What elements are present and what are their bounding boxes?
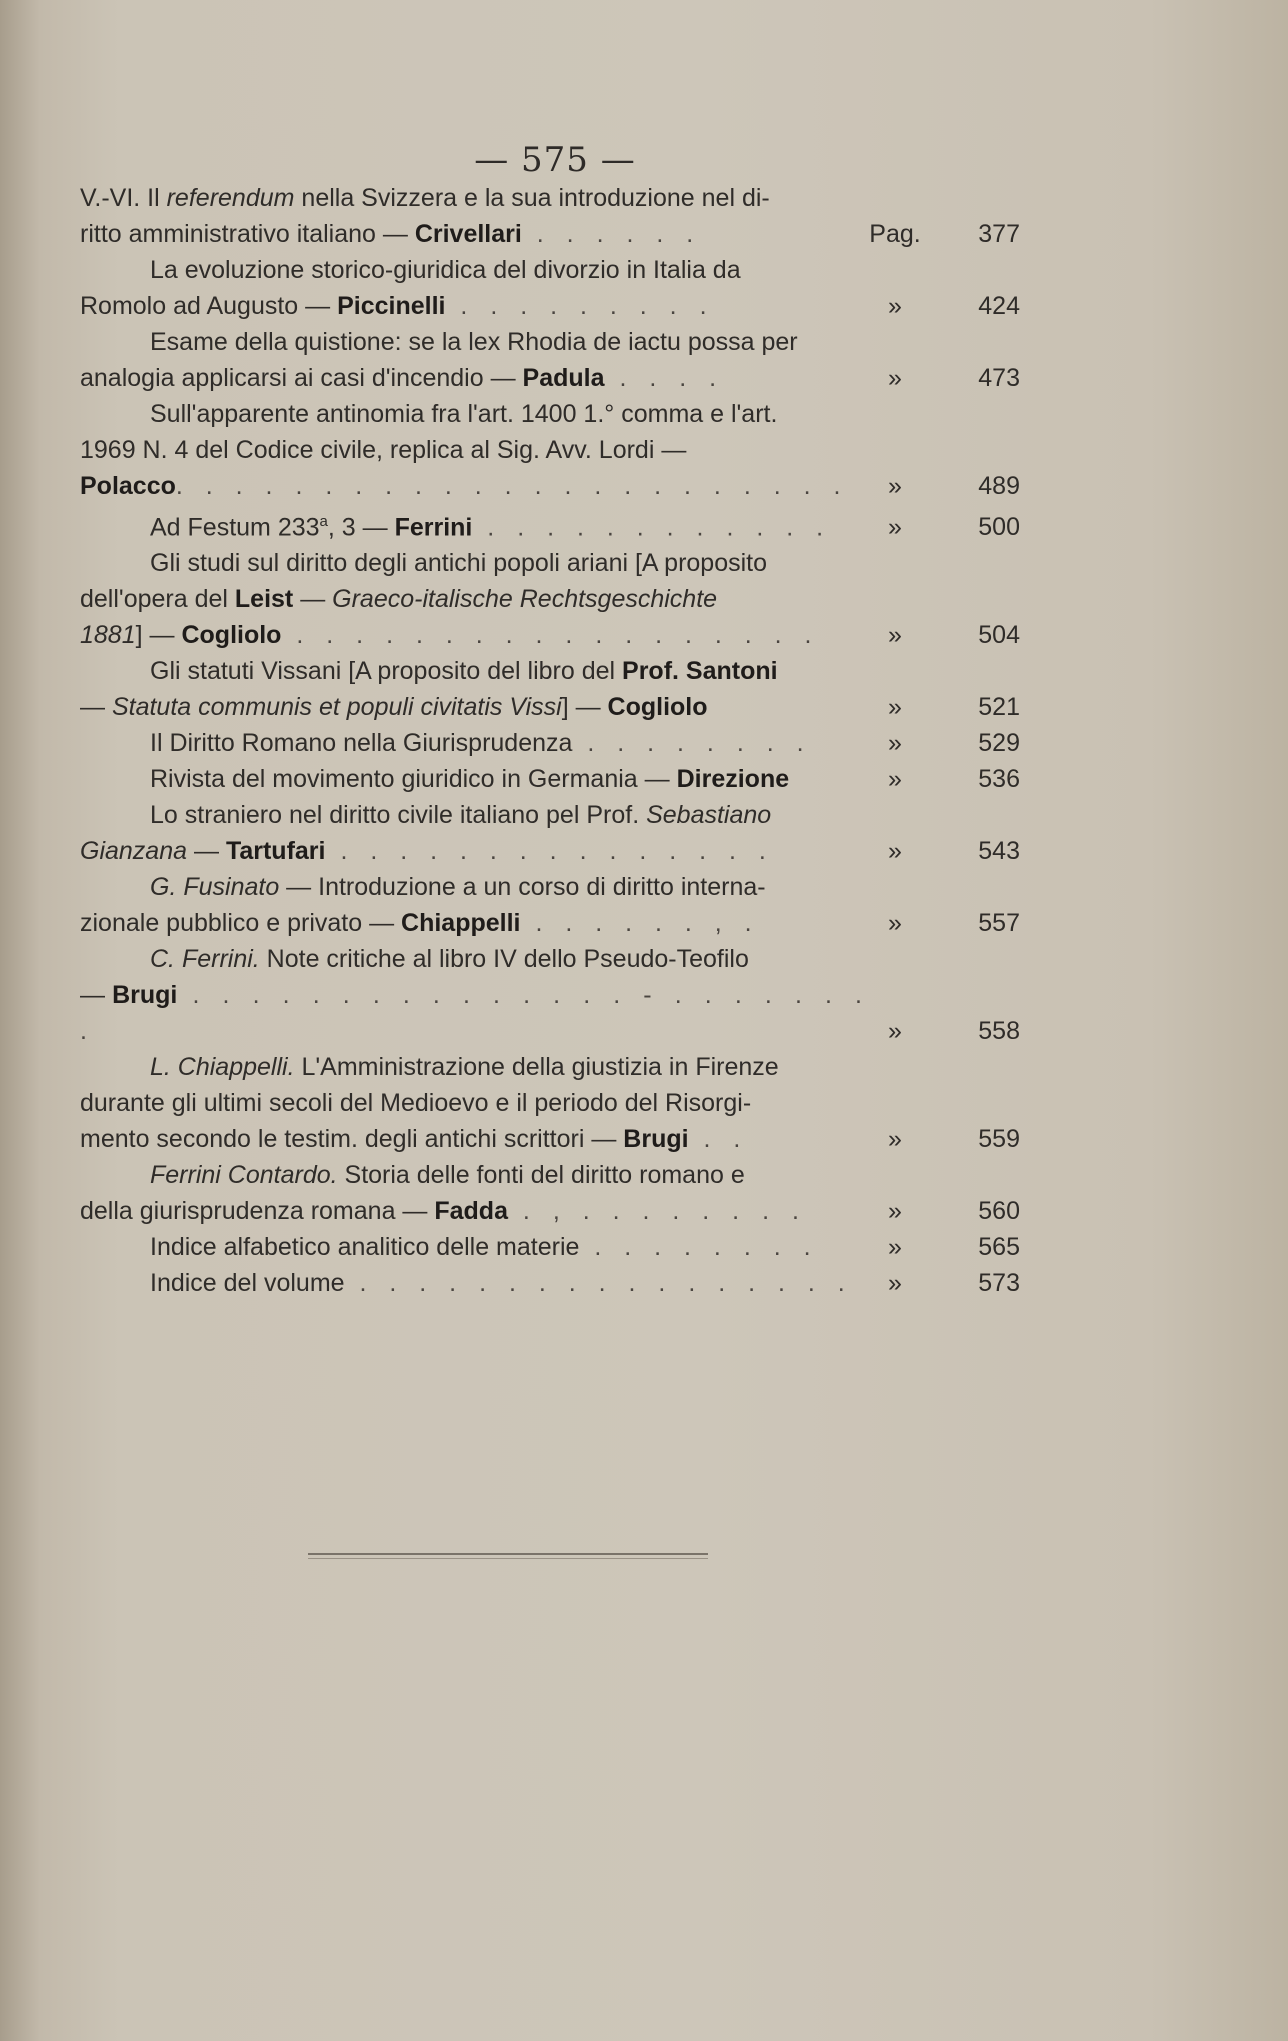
page-ref-number: 557 xyxy=(978,909,1020,938)
toc-entry xyxy=(80,396,1020,504)
entry-line xyxy=(80,653,1020,689)
ditto-mark: » xyxy=(888,765,902,794)
author-name: Tartufari xyxy=(225,837,326,866)
entry-text: Storia delle fonti del diritto romano e xyxy=(337,1161,745,1190)
page-ref-number: 521 xyxy=(978,693,1020,722)
entry-line xyxy=(80,1157,1020,1193)
page-reference xyxy=(860,1193,1020,1229)
page-reference xyxy=(860,509,1020,545)
page-ref-number: 559 xyxy=(978,1125,1020,1154)
page-reference xyxy=(860,833,1020,869)
toc-entry xyxy=(80,1265,1020,1301)
author-name: Polacco xyxy=(80,472,176,500)
ditto-mark: » xyxy=(888,1017,902,1046)
ditto-mark: » xyxy=(888,693,902,722)
toc-entry xyxy=(80,725,1020,761)
leader-dots: . . . . . . . . . . . . . . . . . xyxy=(344,1269,853,1298)
ditto-mark: » xyxy=(888,472,902,500)
entry-text: — Introduzione a un corso di diritto interna- xyxy=(279,873,766,902)
entry-line xyxy=(80,180,1020,216)
page-reference xyxy=(860,360,1020,396)
leader-dots: . . . . . . . . . . . . xyxy=(472,513,832,542)
entry-text: — xyxy=(80,981,113,1010)
toc-entry xyxy=(80,1229,1020,1265)
page-ref-number: 573 xyxy=(978,1269,1020,1298)
entry-text: a xyxy=(319,513,328,530)
entry-text: La evoluzione storico-giuridica del divorzio in Italia da xyxy=(150,256,741,284)
entry-text: Note critiche al libro IV dello Pseudo-Teofilo xyxy=(259,945,749,974)
entry-text: Gianzana xyxy=(80,837,188,866)
closing-rule xyxy=(308,1553,708,1559)
author-name: Chiappelli xyxy=(401,909,521,938)
entry-text: Graeco-italische Rechtsgeschichte xyxy=(332,585,718,614)
entry-text: ] — xyxy=(135,621,182,650)
entry-text: della giurisprudenza romana — xyxy=(80,1197,435,1226)
author-name: Cogliolo xyxy=(607,693,708,722)
page-number: — 575 — xyxy=(474,140,636,180)
entry-text: Gli studi sul diritto degli antichi popoli ariani [A proposito xyxy=(150,549,768,578)
entry-line xyxy=(80,252,1020,288)
toc-entry xyxy=(80,504,1020,545)
entry-line xyxy=(80,869,1020,905)
leader-dots: . , . . . . . . . . xyxy=(507,1197,807,1226)
entry-text: Statuta communis et populi civitatis Vissi xyxy=(111,693,562,722)
entry-text: Esame della quistione: se la lex Rhodia de iactu possa per xyxy=(150,328,798,356)
entry-line xyxy=(80,432,1020,468)
leader-dots: . . . . . . xyxy=(521,220,702,248)
author-name: Cogliolo xyxy=(181,621,282,650)
entry-text: — xyxy=(187,837,226,866)
entry-line xyxy=(80,581,1020,617)
page-reference xyxy=(860,689,1020,725)
ditto-mark: » xyxy=(888,1269,902,1298)
toc-entry xyxy=(80,869,1020,941)
entry-line xyxy=(80,545,1020,581)
toc-entry xyxy=(80,761,1020,797)
entry-text: G. Fusinato xyxy=(150,873,280,902)
entry-text: 1881 xyxy=(80,621,136,650)
author-name: Piccinelli xyxy=(337,292,446,320)
entry-text: Sebastiano xyxy=(646,801,772,830)
entry-text: Ad Festum 233 xyxy=(150,513,320,542)
toc-entry xyxy=(80,252,1020,324)
page-ref-number: 529 xyxy=(978,729,1020,758)
entry-text: V.-VI. Il xyxy=(80,184,167,212)
page-ref-number: 377 xyxy=(978,220,1020,248)
page-ref-number: 560 xyxy=(978,1197,1020,1226)
leader-dots: . . . . . . . . . . . . . . . - . . . . . . . . xyxy=(80,981,870,1046)
entry-text: L. Chiappelli. xyxy=(150,1053,295,1082)
table-of-contents xyxy=(80,180,1020,1301)
page-reference xyxy=(860,216,1020,252)
page-reference xyxy=(860,468,1020,504)
page-reference xyxy=(860,1121,1020,1157)
entry-text: Gli statuti Vissani [A proposito del libro del xyxy=(150,657,623,686)
ditto-mark: » xyxy=(888,1125,902,1154)
leader-dots: . . . . . . . . . . . . . . . xyxy=(325,837,774,866)
entry-text: mento secondo le testim. degli antichi scrittori — xyxy=(80,1125,624,1154)
author-name: Fadda xyxy=(434,1197,508,1226)
ditto-mark: » xyxy=(888,1233,902,1262)
entry-text: L'Amministrazione della giustizia in Firenze xyxy=(294,1053,779,1082)
leader-dots: . . . . . . . . xyxy=(572,729,812,758)
ditto-mark: » xyxy=(888,292,902,320)
ditto-mark: » xyxy=(888,513,902,542)
ditto-mark: » xyxy=(888,909,902,938)
author-name: Crivellari xyxy=(414,220,522,248)
toc-entry xyxy=(80,1049,1020,1157)
page-reference xyxy=(860,761,1020,797)
entry-line xyxy=(80,1049,1020,1085)
entry-text: C. Ferrini. xyxy=(150,945,260,974)
author-name: Padula xyxy=(522,364,605,392)
entry-text: referendum xyxy=(166,184,295,212)
entry-text: analogia applicarsi ai casi d'incendio — xyxy=(80,364,523,392)
leader-dots: . . . . . . , . xyxy=(520,909,760,938)
author-name: Direzione xyxy=(676,765,790,794)
page-reference xyxy=(860,725,1020,761)
page-ref-number: 543 xyxy=(978,837,1020,866)
page-reference xyxy=(860,905,1020,941)
entry-text: Romolo ad Augusto — xyxy=(80,292,338,320)
entry-text: ] — xyxy=(561,693,608,722)
ditto-mark: » xyxy=(888,621,902,650)
leader-dots: . . . . . . . . . xyxy=(445,292,715,320)
toc-entry xyxy=(80,180,1020,252)
ditto-mark: » xyxy=(888,837,902,866)
entry-text: 1969 N. 4 del Codice civile, replica al Sig. Avv. Lordi — xyxy=(80,436,687,464)
ditto-mark: » xyxy=(888,1197,902,1226)
leader-dots: . . xyxy=(688,1125,749,1154)
page-ref-number: 424 xyxy=(978,292,1020,320)
entry-text: — xyxy=(80,693,112,722)
ditto-mark: » xyxy=(888,729,902,758)
page-reference xyxy=(860,617,1020,653)
leader-dots: . . . . . . . . . . . . . . . . . . xyxy=(281,621,820,650)
page-ref-number: 558 xyxy=(978,1017,1020,1046)
toc-entry xyxy=(80,941,1020,1049)
entry-text: Ferrini Contardo. xyxy=(150,1161,338,1190)
entry-text: nella Svizzera e la sua introduzione nel di- xyxy=(294,184,770,212)
toc-entry xyxy=(80,653,1020,725)
author-name: Prof. Santoni xyxy=(622,657,778,686)
page-ref-number: 565 xyxy=(978,1233,1020,1262)
entry-text: dell'opera del xyxy=(80,585,235,614)
entry-text: , 3 — xyxy=(327,513,395,542)
author-name: Leist xyxy=(234,585,294,614)
page-ref-number: 504 xyxy=(978,621,1020,650)
entry-text: — xyxy=(293,585,333,614)
toc-entry xyxy=(80,324,1020,396)
leader-dots: . . . . . . . . xyxy=(579,1233,819,1262)
entry-line xyxy=(80,1085,1020,1121)
entry-text: Il Diritto Romano nella Giurisprudenza xyxy=(150,729,573,758)
leader-dots: . . . . xyxy=(604,364,725,392)
entry-text: Lo straniero nel diritto civile italiano pel Prof. xyxy=(150,801,647,830)
ditto-mark: » xyxy=(888,364,902,392)
toc-entry xyxy=(80,797,1020,869)
entry-text: Indice alfabetico analitico delle materie xyxy=(150,1233,580,1262)
entry-line xyxy=(80,797,1020,833)
entry-text: zionale pubblico e privato — xyxy=(80,909,402,938)
page-reference xyxy=(860,1229,1020,1265)
author-name: Ferrini xyxy=(394,513,473,542)
page-ref-number: 473 xyxy=(978,364,1020,392)
page-ref-number: 489 xyxy=(978,472,1020,500)
ditto-mark: Pag. xyxy=(869,220,921,248)
entry-text: ritto amministrativo italiano — xyxy=(80,220,415,248)
page-reference xyxy=(860,288,1020,324)
entry-text: durante gli ultimi secoli del Medioevo e il periodo del Risorgi- xyxy=(80,1089,752,1118)
entry-text: Indice del volume xyxy=(150,1269,345,1298)
entry-line xyxy=(80,324,1020,360)
toc-entry xyxy=(80,545,1020,653)
entry-text: Sull'apparente antinomia fra l'art. 1400 1.° comma e l'art. xyxy=(150,400,778,428)
entry-text: Rivista del movimento giuridico in Germania — xyxy=(150,765,677,794)
entry-line xyxy=(80,941,1020,977)
leader-dots: . . . . . . . . . . . . . . . . . . . . . . . xyxy=(175,472,849,500)
page-reference xyxy=(860,1265,1020,1301)
page-ref-number: 536 xyxy=(978,765,1020,794)
author-name: Brugi xyxy=(112,981,178,1010)
toc-entry xyxy=(80,1157,1020,1229)
page-reference xyxy=(860,1013,1020,1049)
author-name: Brugi xyxy=(623,1125,689,1154)
entry-line xyxy=(80,396,1020,432)
page-ref-number: 500 xyxy=(978,513,1020,542)
